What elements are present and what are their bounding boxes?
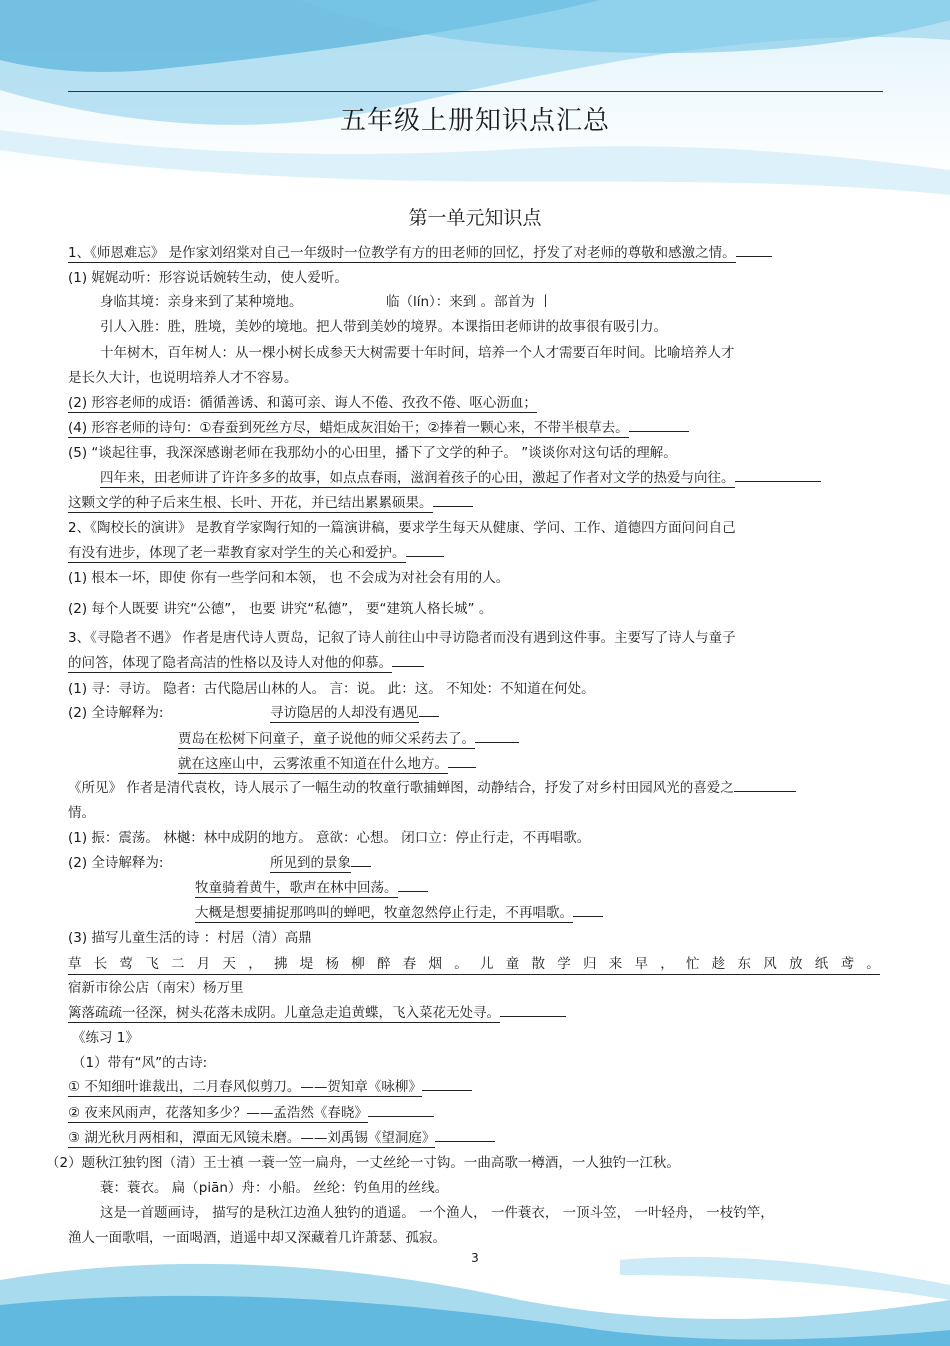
text-line: 这是一首题画诗， 描写的是秋江边渔人独钓的逍遥。 一个渔人， 一件蓑衣， 一顶斗笠， 一叶轻舟， 一枝钓竿，	[100, 1205, 774, 1221]
poem-char: 飞	[145, 956, 159, 972]
poem-char: 学	[557, 956, 571, 972]
poem-char: 早	[634, 956, 648, 972]
header-rule	[68, 91, 883, 92]
text-line: 情。	[68, 805, 95, 821]
poem-char: 来	[608, 956, 623, 972]
poem-char: ，	[248, 956, 262, 972]
text-line: 渔人一面歌唱，一面喝酒，逍遥中却又深藏着几许萧瑟、孤寂。	[68, 1230, 446, 1246]
text-line: 1、《师恩难忘》 是作家刘绍棠对自己一年级时一位教学有方的田老师的回忆，抒发了对老师的尊敬和感激之情。	[68, 244, 772, 262]
text-line: 《所见》 作者是清代袁枚，诗人展示了一幅生动的牧童行歌捕蝉图，动静结合，抒发了对乡村田园风光的喜爱之	[68, 779, 796, 797]
poem-char: 杨	[325, 956, 339, 972]
poem-char: 草	[68, 956, 82, 972]
poem-char: 。	[866, 956, 880, 972]
text-line: (2) 每个人既要 讲究“公德”， 也要 讲究“私德”， 要“建筑人格长城” 。	[68, 601, 493, 617]
poem-char: 。	[454, 956, 468, 972]
poem-char: 散	[531, 956, 545, 972]
text-line: 寻访隐居的人却没有遇见	[270, 704, 439, 722]
poem-char: 烟	[428, 956, 442, 972]
text-line: 这颗文学的种子后来生根、长叶、开花，并已结出累累硕果。	[68, 494, 473, 512]
text-line: (2) 全诗解释为:	[68, 855, 164, 871]
poem-char: 忙	[686, 956, 700, 972]
text-line: 贾岛在松树下问童子，童子说他的师父采药去了。	[178, 730, 519, 748]
text-line: 引人入胜：胜，胜境，美妙的境地。把人带到美妙的境界。本课指田老师讲的故事很有吸引力。	[100, 319, 667, 335]
poem-char: 童	[505, 956, 520, 972]
poem-char: 二	[171, 956, 185, 972]
text-line: 所见到的景象	[270, 854, 371, 872]
text-line: 的问答，体现了隐者高洁的性格以及诗人对他的仰慕。	[68, 654, 424, 672]
text-line: 就在这座山中，云雾浓重不知道在什么地方。	[178, 755, 476, 773]
poem-char: 趁	[711, 956, 726, 972]
poem-char: ，	[660, 956, 674, 972]
text-line: （2）题秋江独钓图（清）王士禛 一蓑一笠一扁舟，一丈丝纶一寸钩。一曲高歌一樽酒，一人独钓一江秋。	[46, 1155, 680, 1171]
poem-char: 鸢	[840, 956, 854, 972]
text-line: (1) 娓娓动听：形容说话婉转生动，使人爱听。	[68, 270, 348, 286]
text-line: 篱落疏疏一径深，树头花落未成阴。儿童急走追黄蝶，飞入菜花无处寻。	[68, 1004, 566, 1022]
poem-char: 堤	[299, 956, 314, 972]
text-line: 2、《陶校长的演讲》 是教育学家陶行知的一篇演讲稿，要求学生每天从健康、学问、工作、道德四方面问问自己	[68, 520, 736, 536]
text-line: 有没有进步，体现了老一辈教育家对学生的关心和爱护。	[68, 544, 444, 562]
text-line: 十年树木，百年树人：从一棵小树长成参天大树需要十年时间，培养一个人才需要百年时间。比喻培养人才	[100, 345, 735, 361]
text-line: 宿新市徐公店（南宋）杨万里	[68, 980, 244, 996]
text-line: 《练习 1》	[72, 1030, 139, 1046]
text-line: (2) 全诗解释为:	[68, 705, 164, 721]
poem-char: 月	[196, 956, 211, 972]
poem-char: 东	[737, 956, 751, 972]
text-line: (1) 寻：寻访。 隐者：古代隐居山林的人。 言：说。 此：这。 不知处：不知道在何处。	[68, 681, 595, 697]
section-title: 第一单元知识点	[408, 207, 542, 229]
text-line: 大概是想要捕捉那鸣叫的蝉吧，牧童忽然停止行走，不再唱歌。	[195, 904, 603, 922]
poem-char: 归	[583, 956, 597, 972]
poem-char: 天	[222, 956, 236, 972]
poem-char: 纸	[814, 956, 829, 972]
poem-char: 长	[93, 956, 108, 972]
text-line: 临（lín）：来到 。部首为 丨	[386, 294, 553, 310]
poem-char: 柳	[351, 956, 365, 972]
poem-char: 儿	[480, 956, 494, 972]
page-number: 3	[471, 1251, 479, 1265]
text-line: 四年来，田老师讲了许许多多的故事，如点点春雨，滋润着孩子的心田，激起了作者对文学的热爱与向往。	[100, 469, 821, 487]
text-line: (3) 描写儿童生活的诗 ：村居（清）高鼎	[68, 930, 312, 946]
text-line: ① 不知细叶谁裁出，二月春风似剪刀。——贺知章《咏柳》	[68, 1078, 472, 1096]
poem-char: 莺	[119, 956, 133, 972]
text-line: (5) “谈起往事，我深深感谢老师在我那幼小的心田里，播下了文学的种子。 ”谈谈你对这句话的理解。	[68, 445, 677, 461]
text-line: ② 夜来风雨声，花落知多少？——孟浩然《春晓》	[68, 1104, 434, 1122]
text-line: 是长久大计，也说明培养人才不容易。	[68, 370, 298, 386]
poem-line-justified	[68, 955, 880, 975]
poem-char: 风	[763, 956, 777, 972]
text-line: 身临其境：亲身来到了某种境地。	[100, 294, 303, 310]
text-line: (4) 形容老师的诗句：①春蚕到死丝方尽，蜡炬成灰泪始干；②捧着一颗心来，不带半根草去。	[68, 419, 689, 437]
text-line: (1) 根本一坏，即使 你有一些学问和本领， 也 不会成为对社会有用的人。	[68, 570, 510, 586]
text-line: 3、《寻隐者不遇》 作者是唐代诗人贾岛，记叙了诗人前往山中寻访隐者而没有遇到这件事。主要写了诗人与童子	[68, 630, 736, 646]
poem-char: 春	[402, 956, 417, 972]
poem-char: 醉	[377, 956, 391, 972]
text-line: (1) 振：震荡。 林樾：林中成阴的地方。 意欲：心想。 闭口立：停止行走，不再唱歌。	[68, 830, 591, 846]
document-title: 五年级上册知识点汇总	[339, 106, 610, 136]
text-line: 牧童骑着黄牛，歌声在林中回荡。	[195, 879, 428, 897]
text-line: 蓑：蓑衣。 扁（piān）舟：小船。 丝纶：钓鱼用的丝线。	[100, 1180, 449, 1196]
text-line: (2) 形容老师的成语：循循善诱、和蔼可亲、诲人不倦、孜孜不倦、呕心沥血；	[68, 395, 537, 411]
poem-char: 拂	[274, 956, 288, 972]
poem-char: 放	[789, 956, 803, 972]
text-line: （1）带有“风”的古诗:	[72, 1055, 208, 1071]
text-line: ③ 湖光秋月两相和，潭面无风镜未磨。——刘禹锡《望洞庭》	[68, 1129, 495, 1147]
